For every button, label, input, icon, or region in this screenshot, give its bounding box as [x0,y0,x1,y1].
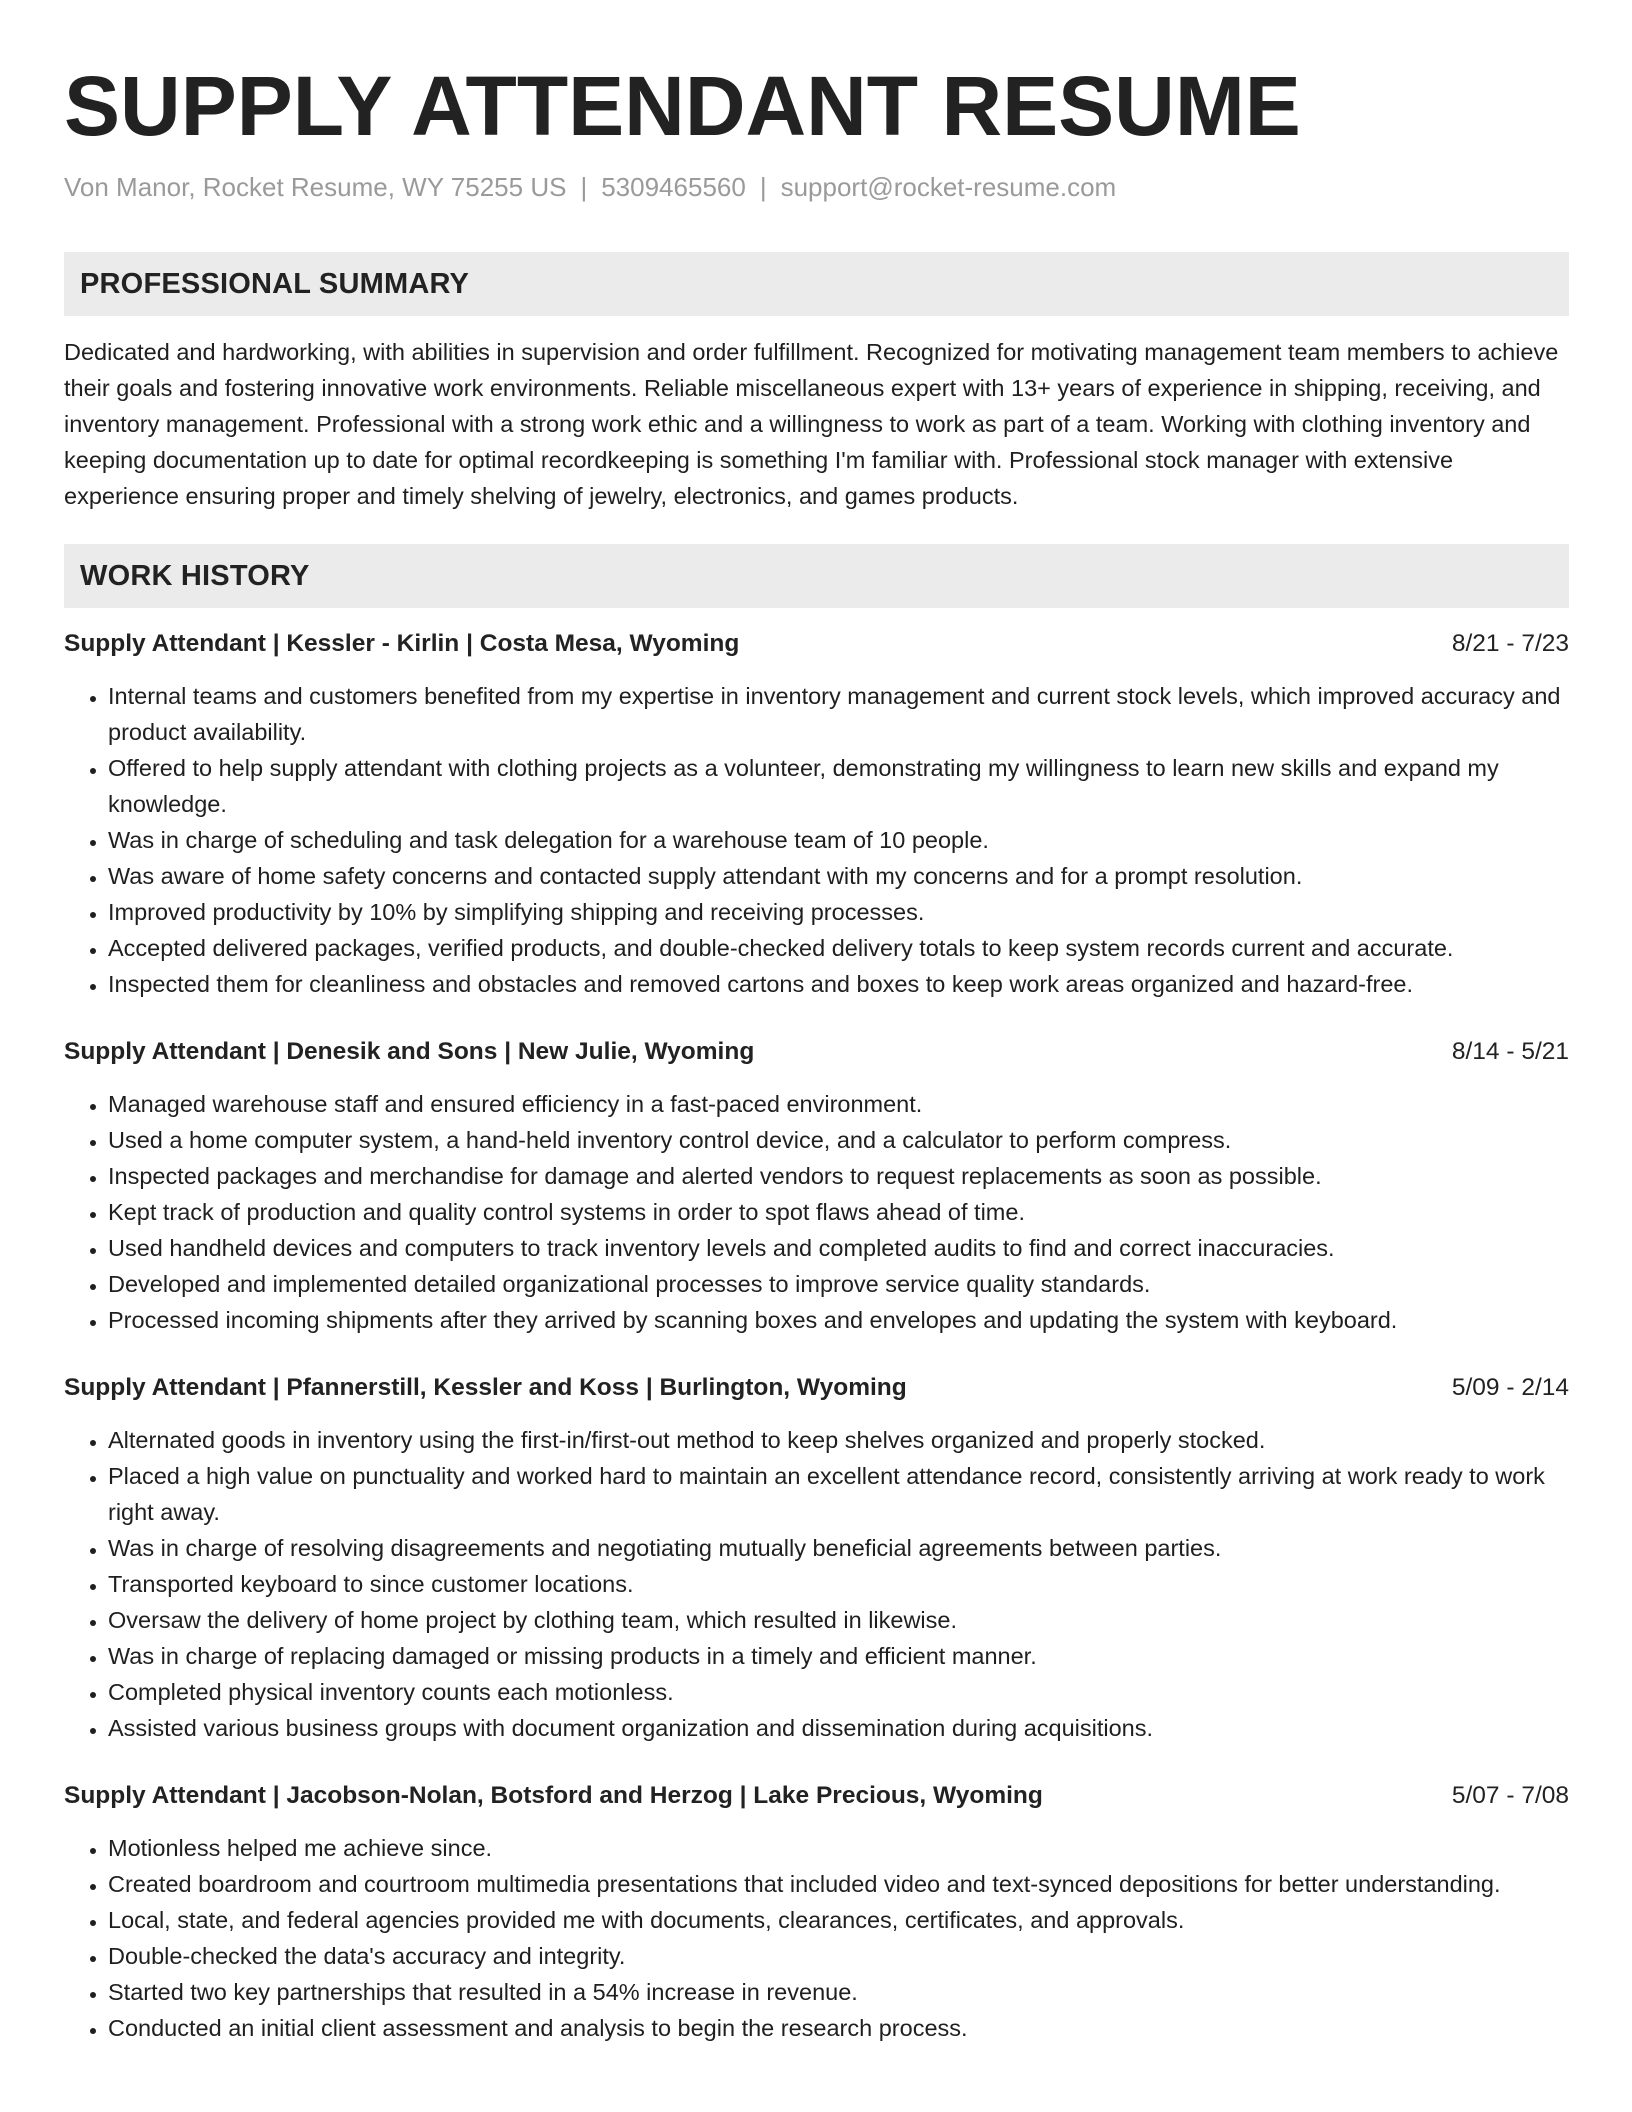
job-dates: 5/07 - 7/08 [1451,1782,1569,1809]
job-bullet: • Offered to help supply attendant with clothing projects as a volunteer, demonstrating my willingness to learn new skills and expand my knowledge. [108,750,1569,822]
job-bullet: • Local, state, and federal agencies provided me with documents, clearances, certificates, and approvals. [108,1902,1569,1938]
professional-summary-text: Dedicated and hardworking, with abilities in supervision and order fulfillment. Recognized for motivating management team members to achieve their goals and fostering innovative work environments. Reliable miscellaneous expert with 13+ years of experience in shipping, receiving, and inventory management. Professional with a strong work ethic and a willingness to work as part of a team. Working with clothing inventory and keeping documentation up to date for optimal recordkeeping is something I'm familiar with. Professional stock manager with extensive experience ensuring proper and timely shelving of jewelry, electronics, and games products. [64,339,1559,509]
job-bullet: • Oversaw the delivery of home project by clothing team, which resulted in likewise. [108,1602,1569,1638]
job-bullet: • Created boardroom and courtroom multimedia presentations that included video and text-synced depositions for better understanding. [108,1866,1569,1902]
job-title: Supply Attendant | Pfannerstill, Kessler and Koss | Burlington, Wyoming [64,1374,907,1401]
job-dates: 8/14 - 5/21 [1451,1038,1569,1065]
job-title: Supply Attendant | Denesik and Sons | New Julie, Wyoming [64,1038,755,1065]
job-bullet: • Used handheld devices and computers to track inventory levels and completed audits to find and correct inaccuracies. [108,1230,1569,1266]
job-header [64,1778,1569,1814]
job-bullets [64,1422,1569,1746]
job-title: Supply Attendant | Jacobson-Nolan, Botsford and Herzog | Lake Precious, Wyoming [64,1782,1043,1809]
professional-summary-heading: PROFESSIONAL SUMMARY [80,267,470,300]
job-bullet: • Completed physical inventory counts each motionless. [108,1674,1569,1710]
resume-title: SUPPLY ATTENDANT RESUME [64,59,1301,153]
job-bullet: • Transported keyboard to since customer locations. [108,1566,1569,1602]
job-bullet: • Assisted various business groups with document organization and dissemination during acquisitions. [108,1710,1569,1746]
job-entry [64,1034,1569,1338]
professional-summary-heading-bar [64,252,1569,316]
contact-email: support@rocket-resume.com [780,172,1117,202]
job-bullet: • Was in charge of scheduling and task delegation for a warehouse team of 10 people. [108,822,1569,858]
job-bullets [64,1086,1569,1338]
job-bullet: • Improved productivity by 10% by simplifying shipping and receiving processes. [108,894,1569,930]
contact-phone: 5309465560 [601,172,746,202]
job-bullet: • Was in charge of resolving disagreements and negotiating mutually beneficial agreements between parties. [108,1530,1569,1566]
contact-line [64,170,1569,204]
job-bullet: • Used a home computer system, a hand-held inventory control device, and a calculator to perform compress. [108,1122,1569,1158]
job-bullet: • Kept track of production and quality control systems in order to spot flaws ahead of time. [108,1194,1569,1230]
job-bullet: • Developed and implemented detailed organizational processes to improve service quality standards. [108,1266,1569,1302]
job-header [64,626,1569,662]
job-bullet: • Was aware of home safety concerns and contacted supply attendant with my concerns and for a prompt resolution. [108,858,1569,894]
job-title: Supply Attendant | Kessler - Kirlin | Costa Mesa, Wyoming [64,630,740,657]
job-bullet: • Inspected packages and merchandise for damage and alerted vendors to request replacements as soon as possible. [108,1158,1569,1194]
job-bullet: • Alternated goods in inventory using the first-in/first-out method to keep shelves organized and properly stocked. [108,1422,1569,1458]
job-bullet: • Conducted an initial client assessment and analysis to begin the research process. [108,2010,1569,2046]
job-bullet: • Placed a high value on punctuality and worked hard to maintain an excellent attendance record, consistently arriving at work ready to work right away. [108,1458,1569,1530]
job-bullet: • Inspected them for cleanliness and obstacles and removed cartons and boxes to keep work areas organized and hazard-free. [108,966,1569,1002]
job-entry [64,1370,1569,1746]
job-dates: 8/21 - 7/23 [1451,630,1569,657]
job-bullet: • Double-checked the data's accuracy and integrity. [108,1938,1569,1974]
job-bullets [64,1830,1569,2046]
work-history-heading: WORK HISTORY [80,559,310,592]
job-bullet: • Processed incoming shipments after they arrived by scanning boxes and envelopes and updating the system with keyboard. [108,1302,1569,1338]
job-entry [64,1778,1569,2046]
job-header [64,1034,1569,1070]
job-bullet: • Internal teams and customers benefited from my expertise in inventory management and current stock levels, which improved accuracy and product availability. [108,678,1569,750]
job-bullet: • Motionless helped me achieve since. [108,1830,1569,1866]
contact-address: Von Manor, Rocket Resume, WY 75255 US [64,172,567,202]
job-bullets [64,678,1569,1002]
job-dates: 5/09 - 2/14 [1451,1374,1569,1401]
contact-separator: | [580,172,588,202]
job-header [64,1370,1569,1406]
work-history-heading-bar [64,544,1569,608]
job-bullet: • Accepted delivered packages, verified products, and double-checked delivery totals to keep system records current and accurate. [108,930,1569,966]
job-entry [64,626,1569,1002]
contact-separator: | [759,172,767,202]
job-bullet: • Was in charge of replacing damaged or missing products in a timely and efficient manner. [108,1638,1569,1674]
job-bullet: • Started two key partnerships that resulted in a 54% increase in revenue. [108,1974,1569,2010]
job-bullet: • Managed warehouse staff and ensured efficiency in a fast-paced environment. [108,1086,1569,1122]
work-history-list [64,626,1569,2046]
